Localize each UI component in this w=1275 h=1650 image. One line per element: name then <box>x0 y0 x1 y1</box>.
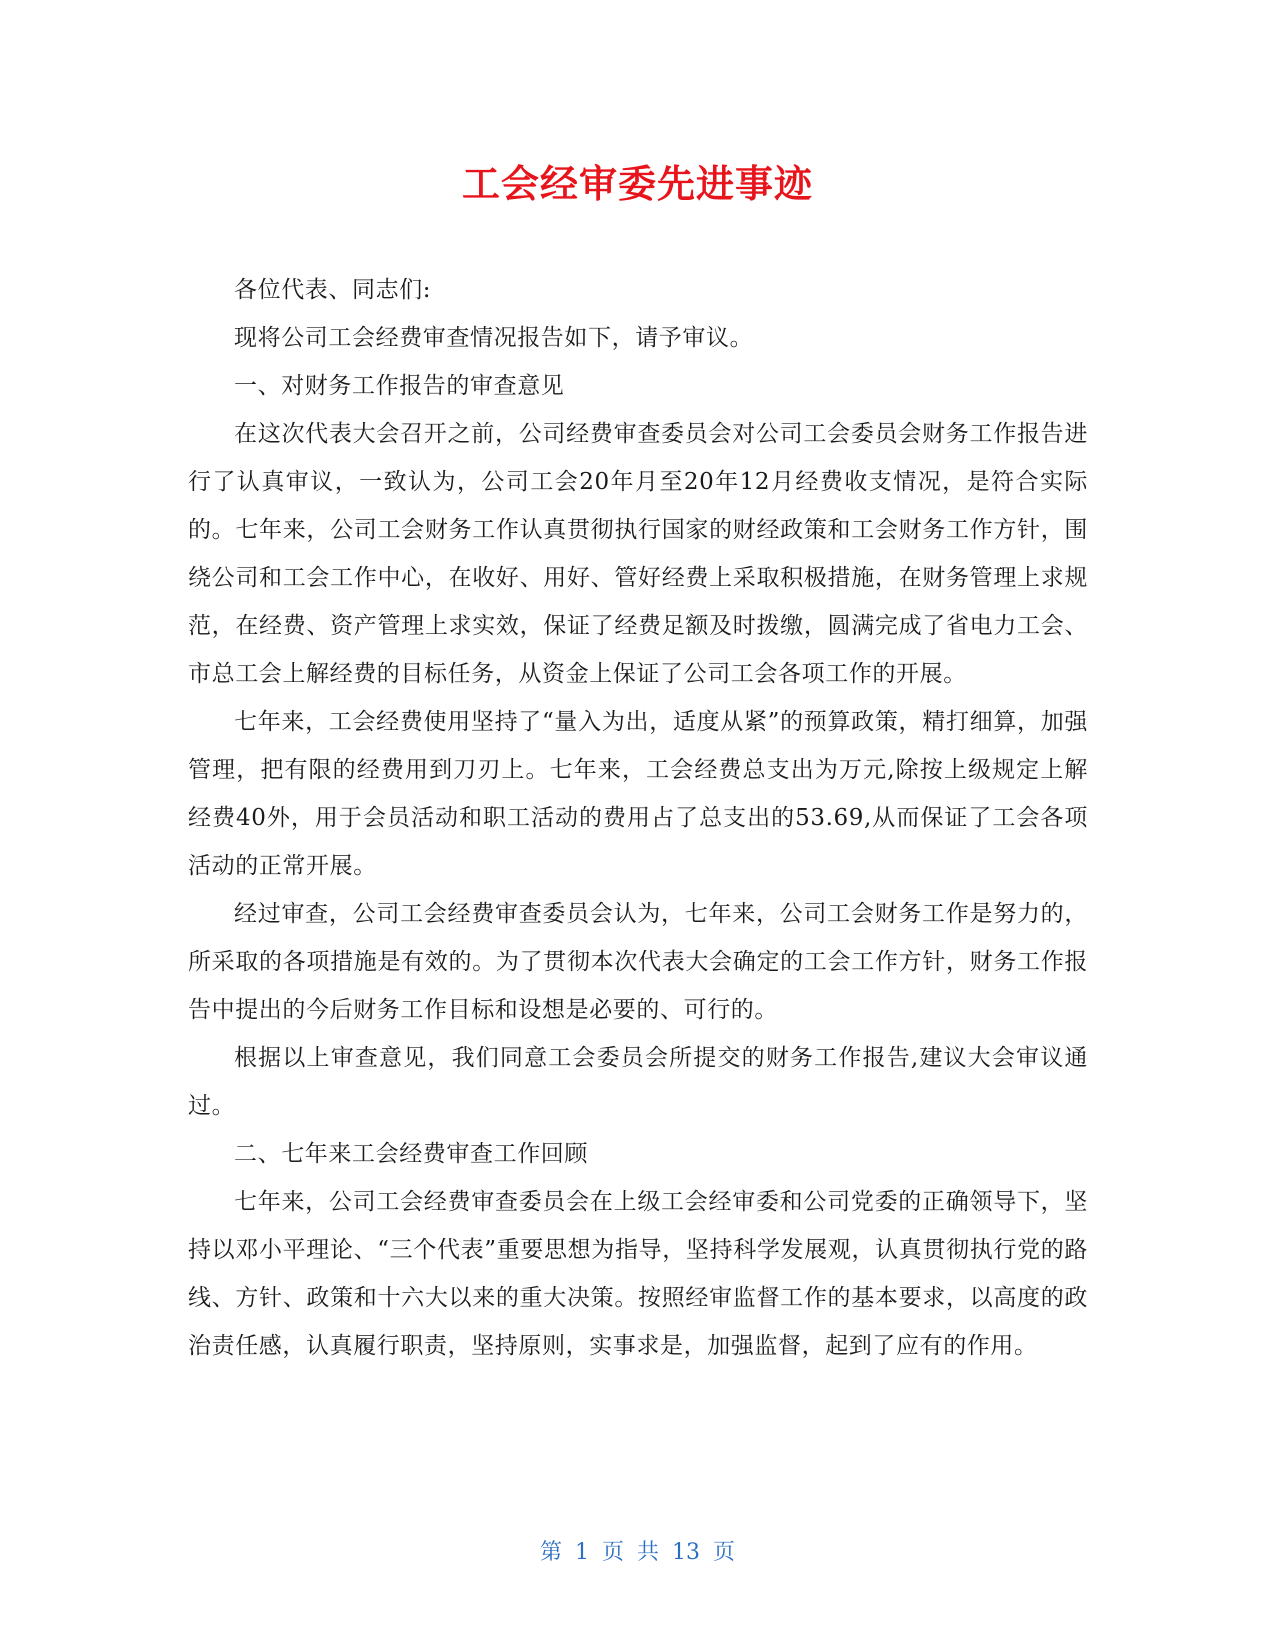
section-heading-1: 一、对财务工作报告的审查意见 <box>234 373 565 399</box>
paragraph: 在这次代表大会召开之前，公司经费审查委员会对公司工会委员会财务工作报告进行了认真审议，一致认为，公司工会20年月至20年12月经费收支情况，是符合实际的。七年来，公司工会财务工作认真贯彻执行国家的财经政策和工会财务工作方针，围绕公司和工会工作中心，在收好、用好、管好经费上采取积极措施，在财务管理上求规范，在经费、资产管理上求实效，保证了经费足额及时拨缴，圆满完成了省电力工会、市总工会上解经费的目标任务，从资金上保证了公司工会各项工作的开展。 <box>188 421 1088 687</box>
document-title: 工会经审委先进事迹 <box>461 162 813 206</box>
paragraph: 经过审查，公司工会经费审查委员会认为，七年来，公司工会财务工作是努力的，所采取的各项措施是有效的。为了贯彻本次代表大会确定的工会工作方针，财务工作报告中提出的今后财务工作目标和设想是必要的、可行的。 <box>188 901 1088 1023</box>
paragraph-salutation: 各位代表、同志们: <box>234 277 432 303</box>
page-number-footer: 第 1 页 共 13 页 <box>540 1540 735 1565</box>
document-body <box>188 266 1088 1370</box>
section-heading-2: 二、七年来工会经费审查工作回顾 <box>234 1141 588 1167</box>
paragraph: 七年来，公司工会经费审查委员会在上级工会经审委和公司党委的正确领导下，坚持以邓小平理论、“三个代表”重要思想为指导，坚持科学发展观，认真贯彻执行党的路线、方针、政策和十六大以来的重大决策。按照经审监督工作的基本要求，以高度的政治责任感，认真履行职责，坚持原则，实事求是，加强监督，起到了应有的作用。 <box>188 1189 1088 1359</box>
paragraph: 七年来，工会经费使用坚持了“量入为出，适度从紧”的预算政策，精打细算，加强管理，把有限的经费用到刀刃上。七年来，工会经费总支出为万元,除按上级规定上解经费40外，用于会员活动和职工活动的费用占了总支出的53.69,从而保证了工会各项活动的正常开展。 <box>188 709 1088 879</box>
paragraph: 根据以上审查意见，我们同意工会委员会所提交的财务工作报告,建议大会审议通过。 <box>188 1045 1088 1119</box>
paragraph-intro: 现将公司工会经费审查情况报告如下，请予审议。 <box>234 325 754 351</box>
